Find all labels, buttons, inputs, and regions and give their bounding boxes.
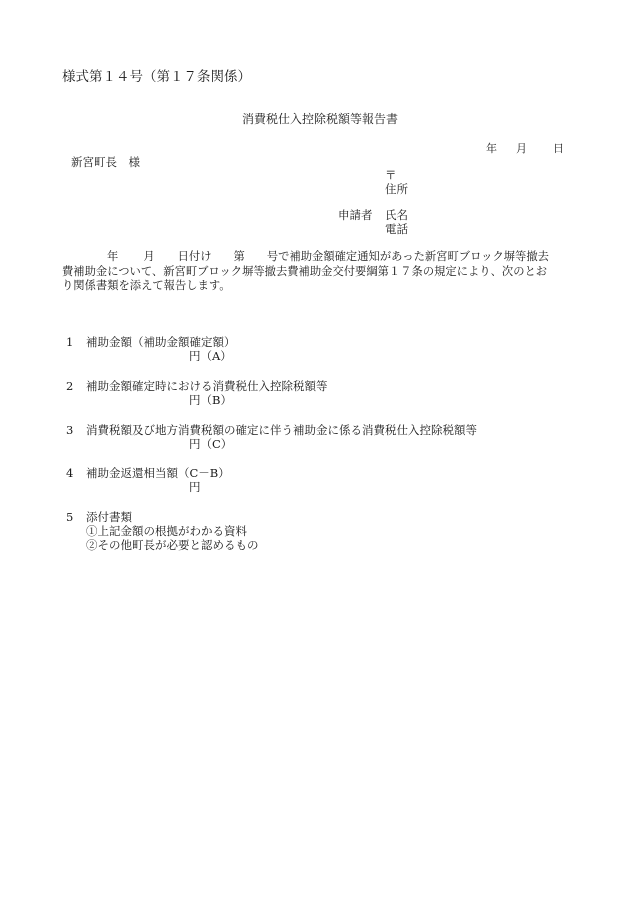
name-label: 氏名 <box>385 208 408 222</box>
item-4-number: 4 <box>66 466 74 480</box>
attachment-item-1: ①上記金額の根拠がわかる資料 <box>86 524 247 538</box>
item-1-number: 1 <box>66 335 74 349</box>
item-2-amount: 円（B） <box>189 393 232 407</box>
applicant-label: 申請者 <box>338 208 373 222</box>
item-4-amount: 円 <box>189 480 201 494</box>
item-1-amount: 円（A） <box>189 349 232 363</box>
address-label: 住所 <box>385 182 408 196</box>
postal-mark: 〒 <box>385 168 397 182</box>
body-year-label: 年 <box>107 250 119 263</box>
date-line <box>486 143 564 154</box>
item-2-label: 補助金額確定時における消費税仕入控除税額等 <box>86 379 328 393</box>
date-month-label: 月 <box>516 142 527 155</box>
body-line-1 <box>62 250 574 265</box>
item-3-label: 消費税額及び地方消費税額の確定に伴う補助金に係る消費税仕入控除税額等 <box>86 423 477 437</box>
item-5-label: 添付書類 <box>86 510 132 524</box>
date-year-label: 年 <box>486 142 497 155</box>
item-1-label: 補助金額（補助金額確定額） <box>86 335 236 349</box>
body-month-label: 月 <box>143 250 155 263</box>
item-5-number: 5 <box>66 510 74 524</box>
body-line-3: り関係書類を添えて報告します。 <box>62 279 231 292</box>
phone-label: 電話 <box>385 222 408 236</box>
date-day-label: 日 <box>553 142 564 155</box>
form-number: 様式第１４号（第１７条関係） <box>62 69 251 85</box>
addressee: 新宮町長 様 <box>71 155 140 169</box>
item-2-number: 2 <box>66 379 74 393</box>
item-3-amount: 円（C） <box>189 437 233 451</box>
body-line-2: 費補助金について、新宮町ブロック塀等撤去費補助金交付要綱第１７条の規定により、次のとお <box>62 264 548 278</box>
document-title: 消費税仕入控除税額等報告書 <box>242 112 399 126</box>
item-3-number: 3 <box>66 423 74 437</box>
body-number-prefix: 第 <box>233 250 245 263</box>
body-paragraph <box>62 250 574 294</box>
body-line-1-rest: 号で補助金額確定通知があった新宮町ブロック塀等撤去 <box>266 250 549 263</box>
attachment-item-2: ②その他町長が必要と認めるもの <box>86 538 259 552</box>
item-4-label: 補助金返還相当額（C－B） <box>86 466 230 480</box>
body-date-suffix: 日付け <box>177 250 212 263</box>
